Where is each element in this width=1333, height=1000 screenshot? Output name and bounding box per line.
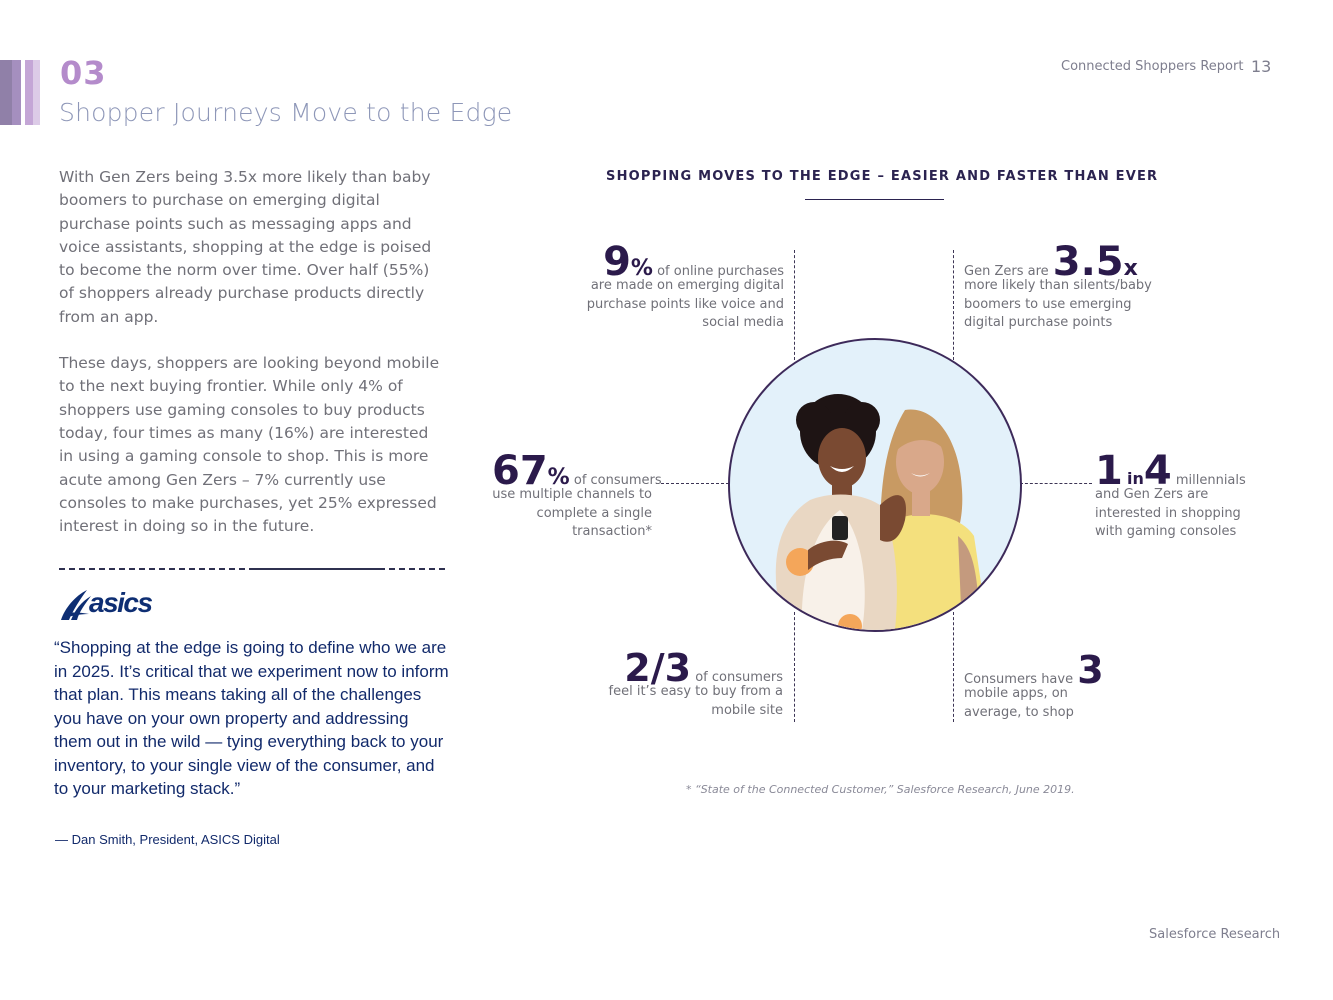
stat-unit: x [1123, 256, 1138, 281]
connector-line [953, 250, 954, 360]
footnote: * “State of the Connected Customer,” Salesforce Research, June 2019. [686, 783, 1075, 796]
connector-line [656, 483, 729, 484]
quote-attribution: — Dan Smith, President, ASICS Digital [55, 832, 280, 847]
stat-text: mobile apps, on average, to shop [964, 686, 1074, 720]
stat-text-cont: use multiple channels to complete a single transaction* [492, 487, 652, 539]
section-number: 03 [60, 54, 107, 92]
stat-prefix: Consumers have [964, 672, 1074, 687]
stat-67-percent [492, 448, 662, 541]
stat-big-number: 1 [1095, 448, 1123, 494]
quote-divider [59, 568, 445, 570]
section-color-bars [0, 60, 40, 125]
stat-big-number: 2/3 [624, 646, 692, 690]
stat-1-in-4 [1095, 448, 1255, 541]
two-shoppers-illustration [730, 340, 1020, 630]
stat-text: more likely than silents/baby boomers to use emerging digital purchase points [964, 278, 1152, 330]
stat-unit: % [547, 465, 570, 490]
shoppers-illustration [728, 338, 1022, 632]
connector-line [794, 612, 795, 722]
page-number: 13 [1251, 57, 1272, 76]
connector-line [1020, 483, 1092, 484]
body-paragraph-1: With Gen Zers being 3.5x more likely than baby boomers to purchase on emerging digital purchase points such as messaging apps and voice assistants, shopping at the edge is poised to become the norm over time. Over half (55%) of shoppers already purchase products directly from an app. [59, 168, 432, 326]
infographic-title-underline [805, 199, 944, 200]
stat-text: millennials [1175, 473, 1246, 488]
stat-3-apps [964, 648, 1134, 722]
body-paragraph-2: These days, shoppers are looking beyond mobile to the next buying frontier. While only 4% of shoppers use gaming consoles to buy products today, four times as many (16%) are interested in using a gaming console to shop. This is more acute among Gen Zers – 7% currently use consoles to make purchases, yet 25% expressed interest in doing so in the future. [59, 354, 440, 536]
quote-divider-accent [255, 568, 385, 570]
stat-big-number-2: 4 [1143, 448, 1172, 494]
connector-line [794, 250, 795, 360]
stat-big-number: 9 [603, 239, 631, 285]
stat-text: of consumers [573, 473, 662, 488]
stat-text-cont: feel it’s easy to buy from a mobile site [608, 684, 783, 718]
asics-stripes-icon [59, 586, 93, 624]
stat-text: of online purchases [657, 264, 784, 279]
stat-big-number: 67 [492, 448, 548, 494]
stat-big-number: 3 [1077, 648, 1104, 692]
stat-text: of consumers [695, 670, 783, 685]
stat-prefix: Gen Zers are [964, 264, 1049, 279]
footer-brand: Salesforce Research [1149, 927, 1281, 942]
stat-text-cont: are made on emerging digital purchase points like voice and social media [586, 278, 784, 330]
stat-text-cont: and Gen Zers are interested in shopping with gaming consoles [1095, 487, 1241, 539]
stat-9-percent [584, 239, 784, 332]
stat-in-word: in [1126, 469, 1144, 488]
page-title: Shopper Journeys Move to the Edge [59, 98, 513, 127]
stat-3-5x [964, 239, 1164, 332]
infographic-title: SHOPPING MOVES TO THE EDGE – EASIER AND FASTER THAN EVER [606, 169, 1159, 184]
asics-logo [59, 586, 169, 624]
stat-unit: % [630, 256, 653, 281]
stat-big-number: 3.5 [1052, 239, 1124, 285]
asics-logo-text: asics [89, 587, 152, 618]
connector-line [953, 612, 954, 722]
body-text [59, 166, 444, 561]
stat-2-3 [603, 646, 783, 720]
report-label: Connected Shoppers Report [1061, 59, 1244, 74]
customer-quote: “Shopping at the edge is going to define who we are in 2025. It’s critical that we experiment now to inform that plan. This means taking all of the challenges you have on your own property and addressing them out in the wild — tying everything back to your inventory, to your single view of the consumer, and to your marketing stack.” [54, 638, 449, 798]
